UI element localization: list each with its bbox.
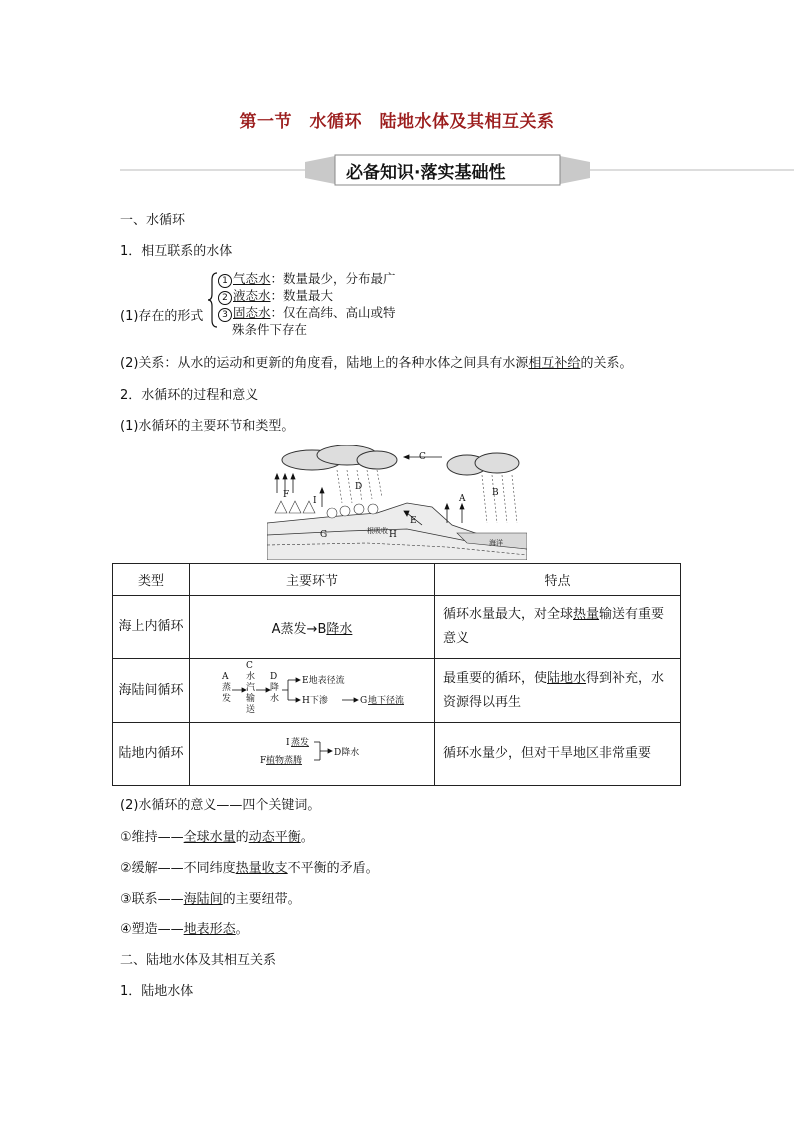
cycle-table (112, 563, 681, 786)
type-cell: 海上内循环 (113, 596, 190, 659)
feature-text: 最重要的循环，使 (443, 670, 548, 686)
feature-cell: 循环水量少，但对干旱地区非常重要 (435, 723, 681, 786)
svg-text:A: A (222, 672, 229, 682)
arrow-icon: → (306, 621, 318, 637)
type-cell: 海陆间循环 (113, 659, 190, 723)
table-row (113, 659, 681, 723)
circled-number: 2 (218, 291, 232, 305)
water-forms-list (218, 271, 396, 337)
meaning-text: ①维持—— (120, 830, 184, 845)
table-header-row (113, 564, 681, 596)
circled-number: 1 (218, 274, 232, 288)
diagram-label: E (410, 516, 417, 526)
svg-text:水: 水 (270, 694, 280, 704)
table-header: 特点 (435, 564, 681, 596)
banner-title: 必备知识·落实基础性 (346, 163, 506, 183)
link-cell (190, 723, 435, 786)
meaning-keyword: 地表形态 (183, 922, 236, 937)
meaning-keyword: 海陆间 (183, 892, 223, 907)
table-header: 类型 (113, 564, 190, 596)
meaning-text: ③联系—— (120, 892, 184, 907)
diagram-label: G (320, 530, 328, 540)
relation-before: (2)关系：从水的运动和更新的角度看，陆地上的各种水体之间具有水源 (120, 356, 529, 371)
svg-text:水: 水 (246, 672, 256, 682)
svg-text:降: 降 (270, 683, 280, 693)
meaning-text: 的主要纽带。 (222, 892, 301, 907)
feature-keyword: 陆地水 (547, 670, 587, 686)
meaning-text: ②缓解——不同纬度 (120, 861, 236, 876)
meaning-keyword: 动态平衡 (248, 830, 301, 845)
svg-text:D降水: D降水 (334, 748, 360, 758)
form-desc: ：数量最大 (270, 288, 334, 303)
relation-after: 的关系。 (580, 356, 633, 371)
svg-text:I: I (286, 738, 290, 748)
diagram-label: H (389, 530, 397, 540)
forms-label: (1)存在的形式 (120, 309, 204, 324)
link-step: B (317, 621, 327, 637)
feature-text: 得到补充，水资源得以再生 (443, 670, 665, 710)
feature-cell (435, 596, 681, 659)
diagram-label: A (459, 494, 466, 504)
type-cell: 陆地内循环 (113, 723, 190, 786)
svg-text:H下渗: H下渗 (302, 696, 328, 706)
diagram-label: C (419, 452, 426, 462)
meaning-keyword: 热量收支 (235, 861, 288, 876)
table-row (113, 596, 681, 659)
svg-text:D: D (270, 672, 278, 682)
meaning-text: ④塑造—— (120, 922, 184, 937)
svg-text:输: 输 (246, 694, 256, 704)
diagram-label: B (492, 488, 499, 498)
svg-text:发: 发 (222, 694, 232, 704)
sea-land-cycle-flow (190, 659, 434, 723)
svg-text:F: F (260, 756, 267, 766)
meaning-text: 。 (235, 922, 249, 937)
meaning-text: 。 (300, 830, 314, 845)
feature-text: 循环水量最大，对全球 (443, 607, 574, 622)
form-name: 气态水 (233, 271, 271, 286)
svg-text:E地表径流: E地表径流 (302, 676, 345, 686)
subheading-1-1: 1．相互联系的水体 (120, 244, 233, 259)
page-title: 第一节 水循环 陆地水体及其相互关系 (239, 112, 555, 132)
land-cycle-flow (190, 723, 434, 786)
meaning-text: 不平衡的矛盾。 (287, 861, 379, 876)
subheading-1-2-2: (2)水循环的意义——四个关键词。 (120, 798, 321, 813)
svg-text:蒸: 蒸 (222, 683, 232, 693)
svg-text:C: C (246, 661, 253, 671)
section-heading-2: 二、陆地水体及其相互关系 (120, 953, 277, 968)
table-header: 主要环节 (190, 564, 435, 596)
subheading-2-1: 1．陆地水体 (120, 984, 194, 999)
diagram-label: I (313, 496, 317, 506)
diagram-root-text: 根吸收 (367, 527, 388, 535)
form-item (218, 271, 396, 288)
meaning-text: 的 (235, 830, 249, 845)
diagram-sea-text: 海洋 (489, 539, 503, 547)
feature-text: 输送有重要意义 (443, 607, 665, 646)
svg-text:送: 送 (246, 705, 256, 715)
form-item (218, 305, 396, 322)
relation-text (120, 352, 632, 371)
table-row (113, 723, 681, 786)
diagram-label: D (355, 482, 363, 492)
svg-text:蒸发: 蒸发 (291, 738, 310, 748)
meaning-item (120, 888, 301, 907)
svg-text:植物蒸腾: 植物蒸腾 (266, 756, 303, 766)
meaning-keyword: 全球水量 (183, 830, 236, 845)
form-item (218, 288, 396, 305)
subheading-1-2: 2．水循环的过程和意义 (120, 388, 259, 403)
feature-keyword: 热量 (573, 607, 600, 622)
form-desc: ：仅在高纬、高山或特 (270, 305, 396, 320)
water-cycle-diagram (267, 445, 527, 560)
svg-text:地下径流: 地下径流 (368, 696, 405, 706)
feature-cell (435, 659, 681, 723)
form-name: 固态水 (233, 305, 271, 320)
link-step-keyword: 降水 (326, 621, 353, 637)
section-heading-1: 一、水循环 (120, 213, 186, 228)
circled-number: 3 (218, 308, 232, 322)
diagram-label: F (283, 490, 290, 500)
subheading-1-2-1: (1)水循环的主要环节和类型。 (120, 419, 295, 434)
form-name: 液态水 (233, 288, 271, 303)
svg-text:汽: 汽 (246, 683, 256, 693)
meaning-item (120, 857, 379, 876)
svg-text:G: G (360, 696, 368, 706)
link-step: A蒸发 (271, 621, 307, 637)
form-desc: ：数量最少，分布最广 (270, 271, 396, 286)
link-cell (190, 596, 435, 659)
form-continuation: 殊条件下存在 (232, 322, 308, 337)
relation-keyword: 相互补给 (528, 356, 581, 371)
link-cell (190, 659, 435, 723)
meaning-item (120, 918, 249, 937)
cloud-icon (282, 445, 397, 470)
meaning-item (120, 826, 314, 845)
cloud-icon (447, 453, 519, 475)
